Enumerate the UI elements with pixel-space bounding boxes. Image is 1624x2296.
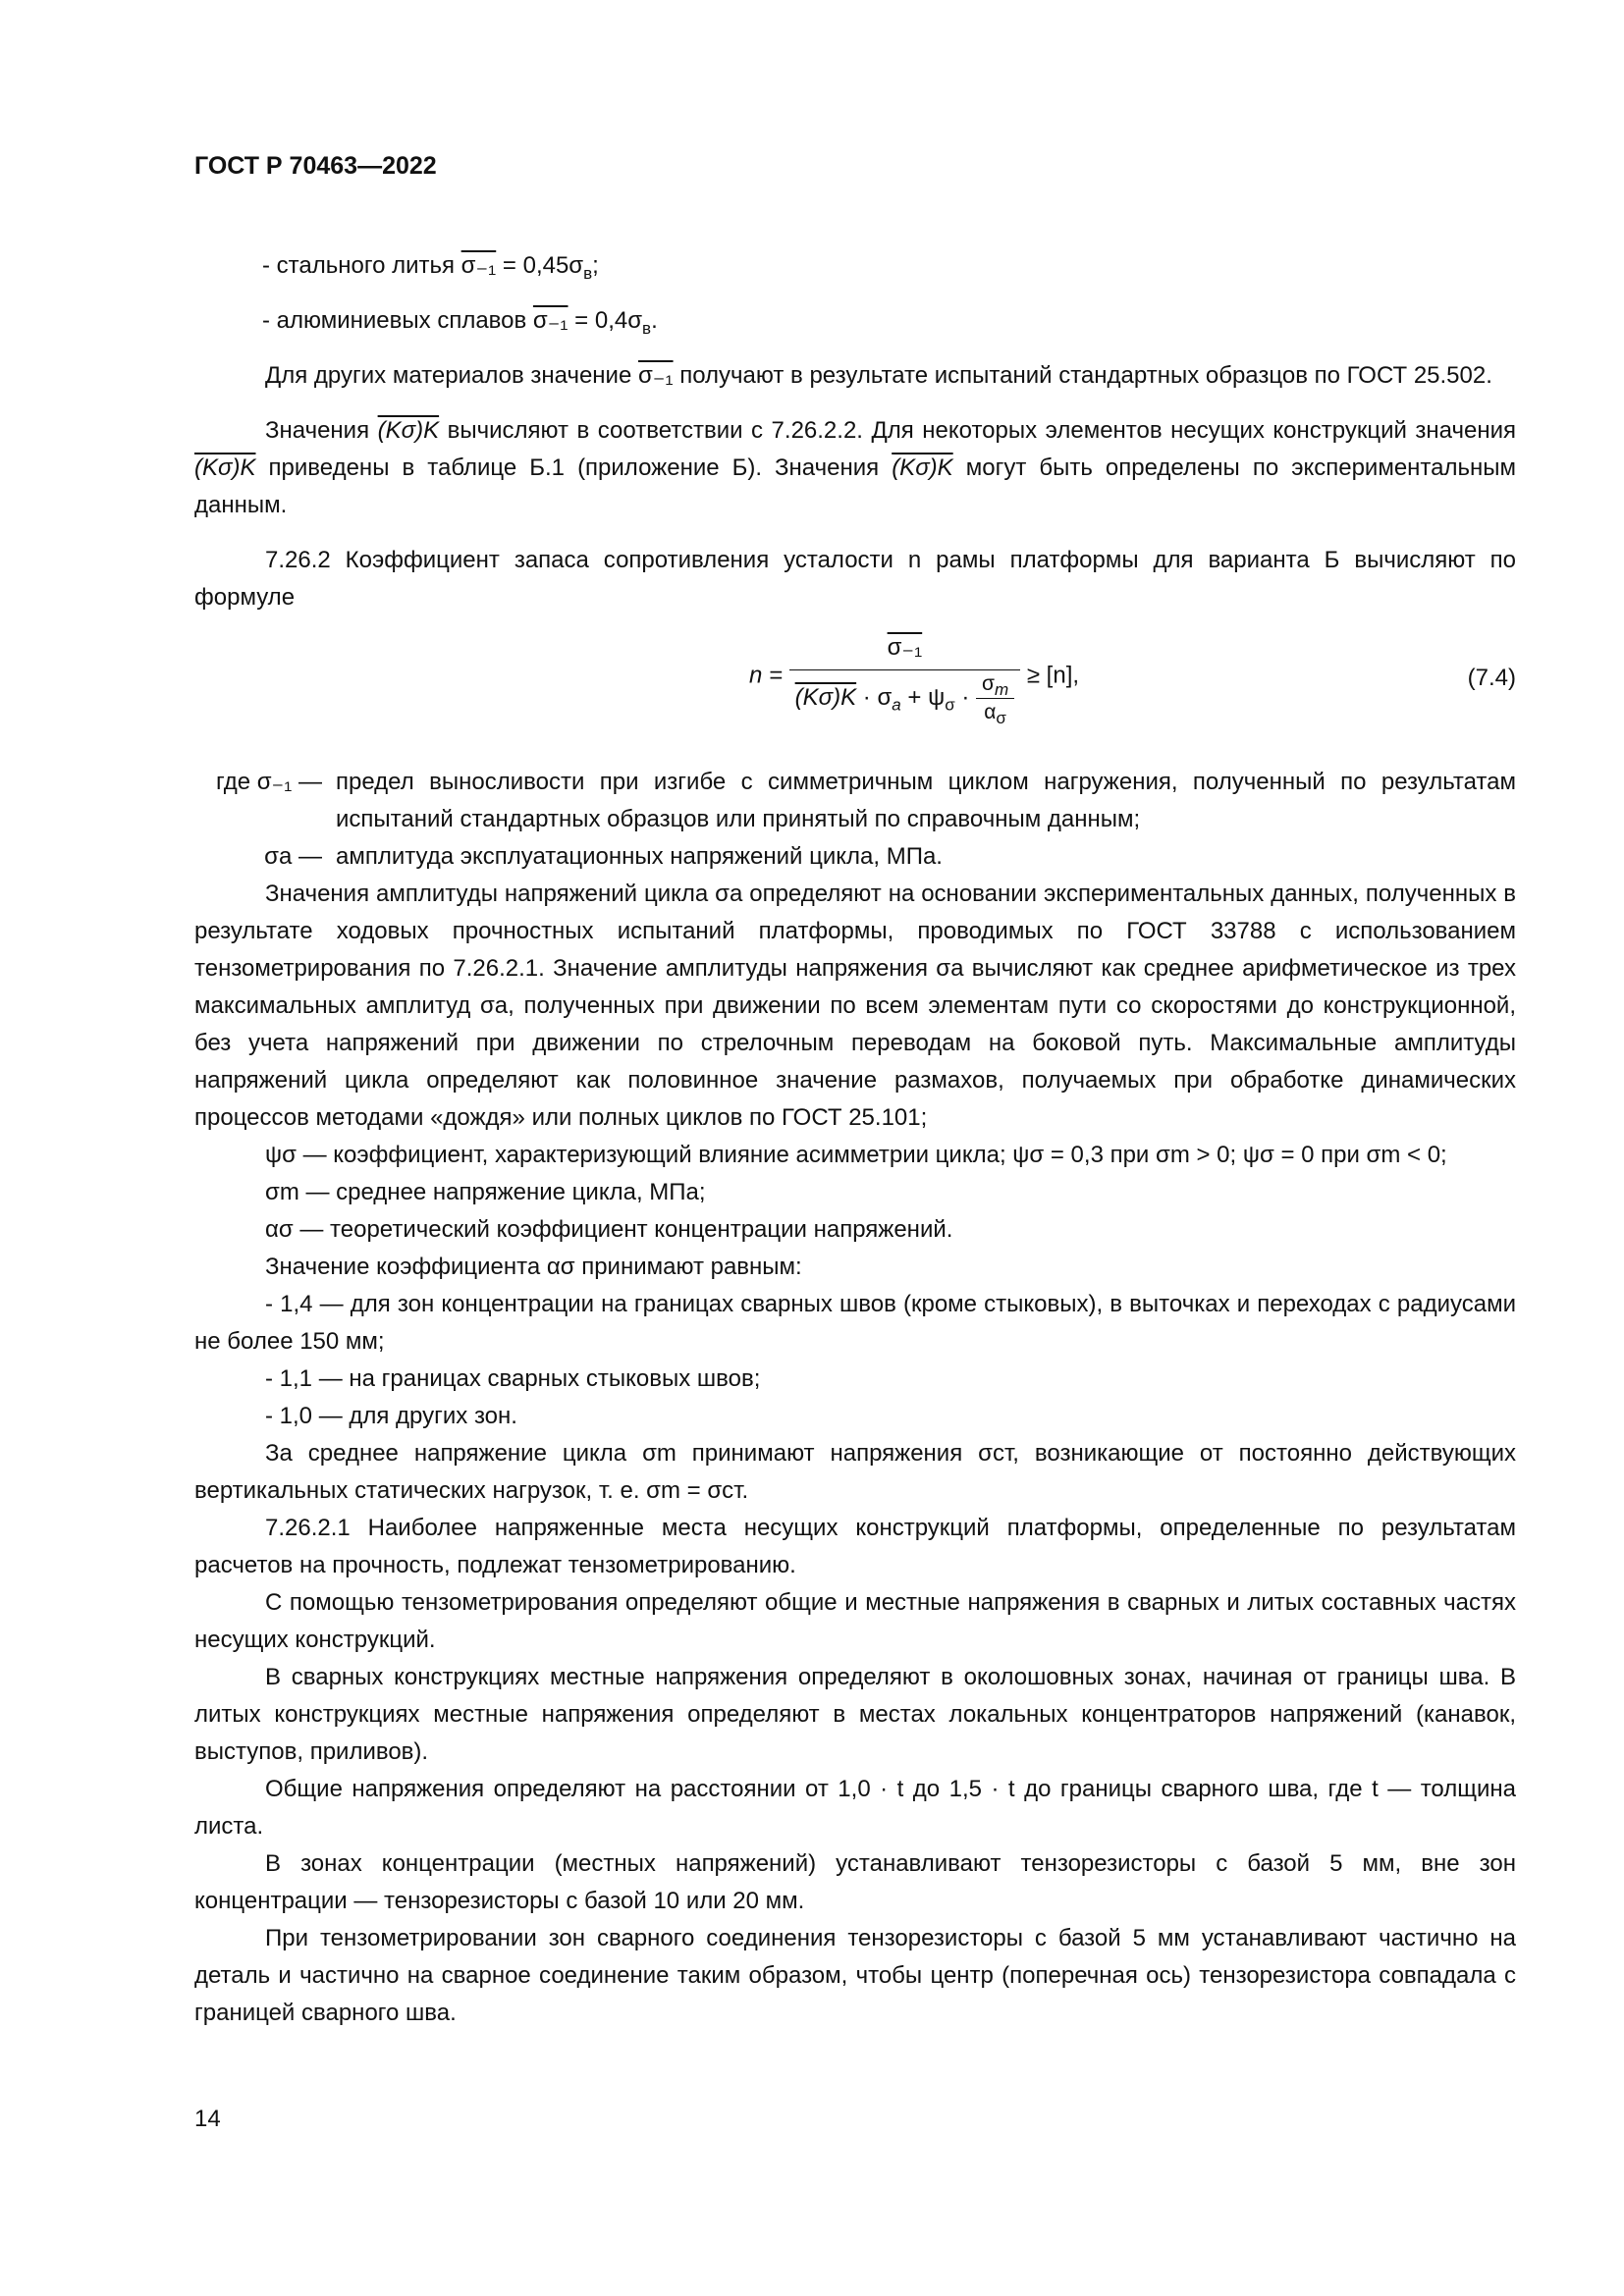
k-sigma-symbol: (Kσ)K	[194, 454, 256, 481]
where-definition: амплитуда эксплуатационных напряжений цикла, МПа.	[336, 843, 943, 870]
document-header: ГОСТ Р 70463—2022	[194, 152, 437, 180]
formula-number: (7.4)	[1467, 665, 1516, 691]
paragraph-other-materials: Для других материалов значение σ₋₁ получают в результате испытаний стандартных образцов по ГОСТ 25.502.	[265, 362, 1492, 389]
body-paragraph: ψσ — коэффициент, характеризующий влияние асимметрии цикла; ψσ = 0,3 при σm > 0; ψσ = 0 при σm < 0;	[265, 1142, 1447, 1168]
steel-line: - стального литья $\sigma_{-1} = 0,45\sigma_в$;	[262, 252, 599, 283]
document-page	[194, 147, 1516, 2032]
where-term: σa —	[264, 843, 322, 870]
paragraph-k-sigma: Значения (Kσ)K вычисляют в соответствии с 7.26.2.2. Для некоторых элементов несущих конструкций значения (Kσ)K приведены в таблице Б.1 (приложение Б). Значения (Kσ)K могут быть определены по экспериментальным данным.	[194, 417, 1517, 518]
body-paragraph: В зонах концентрации (местных напряжений) устанавливают тензорезисторы с базой 5 мм, вне зон концентрации — тензорезисторы с базой 10 или 20 мм.	[194, 1850, 1516, 1914]
sigma-minus-1-symbol: σ₋₁	[460, 252, 497, 279]
formula-7-4	[194, 626, 1516, 734]
body-paragraph: Значение коэффициента ασ принимают равным:	[265, 1254, 802, 1280]
formula-fraction: σ₋₁ $(K\sigma)K \cdot \sigma_a + \psi_\sigma$ · $\frac{\sigma_m}{\alpha_\sigma}$	[789, 626, 1021, 726]
sigma-minus-1-symbol: σ₋₁	[637, 362, 674, 389]
list-item: - 1,0 — для других зон.	[265, 1403, 517, 1429]
k-sigma-symbol: (Kσ)K	[377, 417, 440, 444]
list-item: - 1,1 — на границах сварных стыковых швов;	[265, 1365, 761, 1392]
paragraph-7-26-2: 7.26.2 Коэффициент запаса сопротивления усталости n рамы платформы для варианта Б вычисляют по формуле	[194, 547, 1516, 611]
list-item: - 1,4 — для зон концентрации на границах сварных швов (кроме стыковых), в выточках и переходах с радиусами не более 150 мм;	[194, 1291, 1516, 1355]
body-paragraph: При тензометрировании зон сварного соединения тензорезисторы с базой 5 мм устанавливают частично на деталь и частично на сварное соединение таким образом, чтобы центр (поперечная ось) тензорезистора совпадала с границей сварного шва.	[194, 1925, 1516, 2026]
where-term: где σ₋₁ —	[216, 769, 322, 795]
body-paragraph: Общие напряжения определяют на расстоянии от 1,0 · t до 1,5 · t до границы сварного шва, где t — толщина листа.	[194, 1776, 1516, 1840]
body-paragraph: 7.26.2.1 Наиболее напряженные места несущих конструкций платформы, определенные по результатам расчетов на прочность, подлежат тензометрированию.	[194, 1515, 1516, 1578]
k-sigma-symbol: (Kσ)K	[892, 454, 953, 481]
body-paragraph: σm — среднее напряжение цикла, МПа;	[265, 1179, 706, 1205]
where-definition: предел выносливости при изгибе с симметричным циклом нагружения, полученный по результатам испытаний стандартных образцов или принятый по справочным данным;	[336, 769, 1516, 832]
body-paragraph: За среднее напряжение цикла σm принимают напряжения σст, возникающие от постоянно действующих вертикальных статических нагрузок, т. е. σm = σст.	[194, 1440, 1516, 1504]
body-paragraph: ασ — теоретический коэффициент концентрации напряжений.	[265, 1216, 953, 1243]
body-paragraph: В сварных конструкциях местные напряжения определяют в околошовных зонах, начиная от границы шва. В литых конструкциях местные напряжения определяют в местах локальных концентраторов напряжений (канавок, выступов, приливов).	[194, 1664, 1516, 1765]
sigma-minus-1-symbol: σ₋₁	[532, 307, 568, 334]
page-number: 14	[194, 2106, 221, 2132]
formula-body: n = σ₋₁ $(K\sigma)K \cdot \sigma_a + \psi_\sigma$ · $\frac{\sigma_m}{\alpha_\sigma}$ ≥ [n],	[749, 626, 1079, 726]
aluminum-line: - алюминиевых сплавов $\sigma_{-1} = 0,4\sigma_в$.	[262, 307, 658, 338]
where-list	[194, 764, 1516, 876]
body-paragraph: С помощью тензометрирования определяют общие и местные напряжения в сварных и литых составных частях несущих конструкций.	[194, 1589, 1516, 1653]
body-paragraph: Значения амплитуды напряжений цикла σa определяют на основании экспериментальных данных, полученных в результате ходовых прочностных испытаний платформы, проводимых по ГОСТ 33788 с использованием тензометрирования по 7.26.2.1. Значение амплитуды напряжения σa вычисляют как среднее арифметическое из трех максимальных амплитуд σa, полученных при движении по всем элементам пути со скоростями до конструкционной, без учета напряжений при движении по стрелочным переводам на боковой путь. Максимальные амплитуды напряжений цикла определяют как половинное значение размахов, получаемых при обработке динамических процессов методами «дождя» или полных циклов по ГОСТ 25.101;	[194, 881, 1516, 1131]
